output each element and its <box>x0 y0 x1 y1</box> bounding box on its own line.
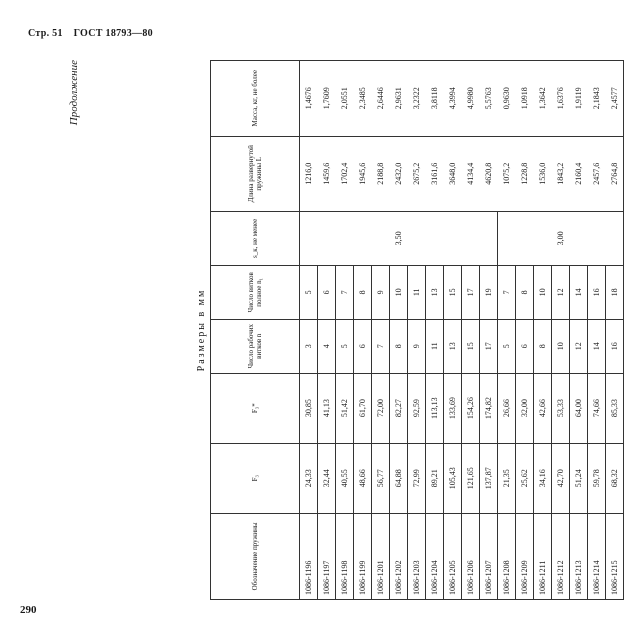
cell-f3star: 174,82 <box>480 373 498 443</box>
cell-mass: 1,4676 <box>300 61 318 137</box>
cell-designation: 1086-1197 <box>318 513 336 599</box>
cell-f3: 72,99 <box>408 443 426 513</box>
cell-length: 4620,8 <box>480 136 498 211</box>
cell-f3: 105,43 <box>444 443 462 513</box>
table-header-row <box>211 61 300 600</box>
cell-f3: 137,87 <box>480 443 498 513</box>
cell-f3star: 64,00 <box>570 373 588 443</box>
table-row <box>372 61 390 600</box>
cell-n-work: 4 <box>318 319 336 373</box>
cell-f3star: 154,26 <box>462 373 480 443</box>
cell-n-work: 8 <box>390 319 408 373</box>
cell-n-work: 12 <box>570 319 588 373</box>
cell-f3: 68,32 <box>606 443 624 513</box>
table-row <box>336 61 354 600</box>
cell-n-full: 15 <box>444 265 462 319</box>
cell-f3star: 32,00 <box>516 373 534 443</box>
table-row <box>570 61 588 600</box>
cell-designation: 1086-1215 <box>606 513 624 599</box>
cell-mass: 1,7609 <box>318 61 336 137</box>
cell-designation: 1086-1201 <box>372 513 390 599</box>
cell-n-work: 16 <box>606 319 624 373</box>
col-n-full: Число витков полное n₁ <box>211 265 300 319</box>
table-row <box>408 61 426 600</box>
cell-length: 1459,6 <box>318 136 336 211</box>
cell-mass: 4,3994 <box>444 61 462 137</box>
cell-mass: 0,9630 <box>498 61 516 137</box>
cell-n-work: 14 <box>588 319 606 373</box>
standard-code: ГОСТ 18793—80 <box>73 28 153 39</box>
cell-n-work: 6 <box>516 319 534 373</box>
cell-f3star: 133,69 <box>444 373 462 443</box>
spring-spec-table <box>210 60 624 600</box>
table-row <box>444 61 462 600</box>
page-label: Стр. 51 <box>28 28 63 39</box>
cell-f3: 51,24 <box>570 443 588 513</box>
cell-n-work: 17 <box>480 319 498 373</box>
cell-f3star: 30,85 <box>300 373 318 443</box>
cell-f3: 64,88 <box>390 443 408 513</box>
cell-f3: 21,35 <box>498 443 516 513</box>
cell-designation: 1086-1209 <box>516 513 534 599</box>
cell-f3star: 72,00 <box>372 373 390 443</box>
cell-designation: 1086-1211 <box>534 513 552 599</box>
cell-n-full: 16 <box>588 265 606 319</box>
cell-mass: 2,0551 <box>336 61 354 137</box>
col-length: Длина развернутой пружины L <box>211 136 300 211</box>
cell-f3: 42,70 <box>552 443 570 513</box>
cell-sk: 3,50 <box>300 211 498 265</box>
cell-f3: 24,33 <box>300 443 318 513</box>
cell-length: 1702,4 <box>336 136 354 211</box>
cell-designation: 1086-1207 <box>480 513 498 599</box>
cell-f3star: 82,27 <box>390 373 408 443</box>
cell-mass: 1,0918 <box>516 61 534 137</box>
cell-f3: 89,21 <box>426 443 444 513</box>
cell-n-full: 11 <box>408 265 426 319</box>
cell-f3star: 53,33 <box>552 373 570 443</box>
cell-f3star: 26,66 <box>498 373 516 443</box>
cell-designation: 1086-1212 <box>552 513 570 599</box>
cell-mass: 2,1843 <box>588 61 606 137</box>
page-number: 290 <box>20 604 37 616</box>
cell-f3star: 41,13 <box>318 373 336 443</box>
cell-mass: 2,6446 <box>372 61 390 137</box>
cell-length: 3648,0 <box>444 136 462 211</box>
table-row <box>300 61 318 600</box>
col-designation: Обозначение пружины <box>211 513 300 599</box>
cell-f3star: 92,59 <box>408 373 426 443</box>
cell-designation: 1086-1208 <box>498 513 516 599</box>
cell-f3: 40,55 <box>336 443 354 513</box>
cell-designation: 1086-1213 <box>570 513 588 599</box>
cell-length: 3161,6 <box>426 136 444 211</box>
continuation-label: Продолжение <box>68 60 80 126</box>
cell-designation: 1086-1214 <box>588 513 606 599</box>
cell-sk: 3,00 <box>498 211 624 265</box>
col-f3star: F₃* <box>211 373 300 443</box>
cell-designation: 1086-1204 <box>426 513 444 599</box>
cell-n-work: 5 <box>498 319 516 373</box>
cell-n-full: 13 <box>426 265 444 319</box>
cell-n-work: 11 <box>426 319 444 373</box>
cell-mass: 1,9119 <box>570 61 588 137</box>
cell-length: 1536,0 <box>534 136 552 211</box>
cell-designation: 1086-1203 <box>408 513 426 599</box>
cell-length: 4134,4 <box>462 136 480 211</box>
cell-n-full: 10 <box>534 265 552 319</box>
table-row <box>606 61 624 600</box>
table-row <box>534 61 552 600</box>
cell-designation: 1086-1206 <box>462 513 480 599</box>
table-row <box>426 61 444 600</box>
cell-n-work: 5 <box>336 319 354 373</box>
cell-length: 2457,6 <box>588 136 606 211</box>
cell-mass: 1,6376 <box>552 61 570 137</box>
cell-n-full: 6 <box>318 265 336 319</box>
table-row <box>390 61 408 600</box>
cell-n-work: 13 <box>444 319 462 373</box>
cell-length: 1216,0 <box>300 136 318 211</box>
col-sk: s_к, не менее <box>211 211 300 265</box>
cell-n-work: 10 <box>552 319 570 373</box>
cell-f3: 34,16 <box>534 443 552 513</box>
cell-n-full: 12 <box>552 265 570 319</box>
table-body <box>300 61 624 600</box>
cell-mass: 1,3642 <box>534 61 552 137</box>
cell-designation: 1086-1205 <box>444 513 462 599</box>
rotated-table-area <box>68 60 619 600</box>
cell-length: 2764,8 <box>606 136 624 211</box>
cell-f3star: 85,33 <box>606 373 624 443</box>
cell-n-work: 8 <box>534 319 552 373</box>
cell-length: 1945,6 <box>354 136 372 211</box>
cell-n-full: 10 <box>390 265 408 319</box>
col-mass: Масса, кг, не более <box>211 61 300 137</box>
cell-mass: 5,5763 <box>480 61 498 137</box>
cell-f3: 59,78 <box>588 443 606 513</box>
cell-n-full: 9 <box>372 265 390 319</box>
cell-designation: 1086-1198 <box>336 513 354 599</box>
cell-f3: 25,62 <box>516 443 534 513</box>
cell-f3: 32,44 <box>318 443 336 513</box>
cell-designation: 1086-1202 <box>390 513 408 599</box>
cell-n-work: 7 <box>372 319 390 373</box>
cell-f3: 48,66 <box>354 443 372 513</box>
cell-length: 1075,2 <box>498 136 516 211</box>
col-n-work: Число рабочих витков n <box>211 319 300 373</box>
cell-n-work: 9 <box>408 319 426 373</box>
cell-f3: 121,65 <box>462 443 480 513</box>
table-row <box>354 61 372 600</box>
table-row <box>498 61 516 600</box>
table-row <box>588 61 606 600</box>
cell-mass: 3,8118 <box>426 61 444 137</box>
cell-mass: 2,9631 <box>390 61 408 137</box>
col-f3: F₃ <box>211 443 300 513</box>
cell-n-full: 7 <box>498 265 516 319</box>
table-row <box>516 61 534 600</box>
cell-f3star: 113,13 <box>426 373 444 443</box>
cell-n-full: 8 <box>354 265 372 319</box>
cell-mass: 2,4577 <box>606 61 624 137</box>
table-row <box>480 61 498 600</box>
table-row <box>552 61 570 600</box>
cell-length: 2188,8 <box>372 136 390 211</box>
table-caption: Размеры в мм <box>196 288 207 372</box>
cell-n-work: 3 <box>300 319 318 373</box>
cell-mass: 2,3485 <box>354 61 372 137</box>
cell-n-full: 18 <box>606 265 624 319</box>
cell-n-full: 14 <box>570 265 588 319</box>
cell-length: 2160,4 <box>570 136 588 211</box>
cell-f3: 56,77 <box>372 443 390 513</box>
cell-length: 1843,2 <box>552 136 570 211</box>
cell-f3star: 61,70 <box>354 373 372 443</box>
cell-length: 1228,8 <box>516 136 534 211</box>
cell-n-work: 15 <box>462 319 480 373</box>
table-row <box>462 61 480 600</box>
cell-mass: 4,9980 <box>462 61 480 137</box>
table-row <box>318 61 336 600</box>
cell-mass: 3,2322 <box>408 61 426 137</box>
cell-f3star: 51,42 <box>336 373 354 443</box>
page-header <box>28 28 161 39</box>
cell-designation: 1086-1199 <box>354 513 372 599</box>
cell-n-full: 8 <box>516 265 534 319</box>
cell-f3star: 74,66 <box>588 373 606 443</box>
cell-length: 2432,0 <box>390 136 408 211</box>
cell-n-full: 7 <box>336 265 354 319</box>
cell-f3star: 42,66 <box>534 373 552 443</box>
cell-n-work: 6 <box>354 319 372 373</box>
cell-designation: 1086-1196 <box>300 513 318 599</box>
cell-n-full: 5 <box>300 265 318 319</box>
cell-n-full: 19 <box>480 265 498 319</box>
cell-n-full: 17 <box>462 265 480 319</box>
cell-length: 2675,2 <box>408 136 426 211</box>
